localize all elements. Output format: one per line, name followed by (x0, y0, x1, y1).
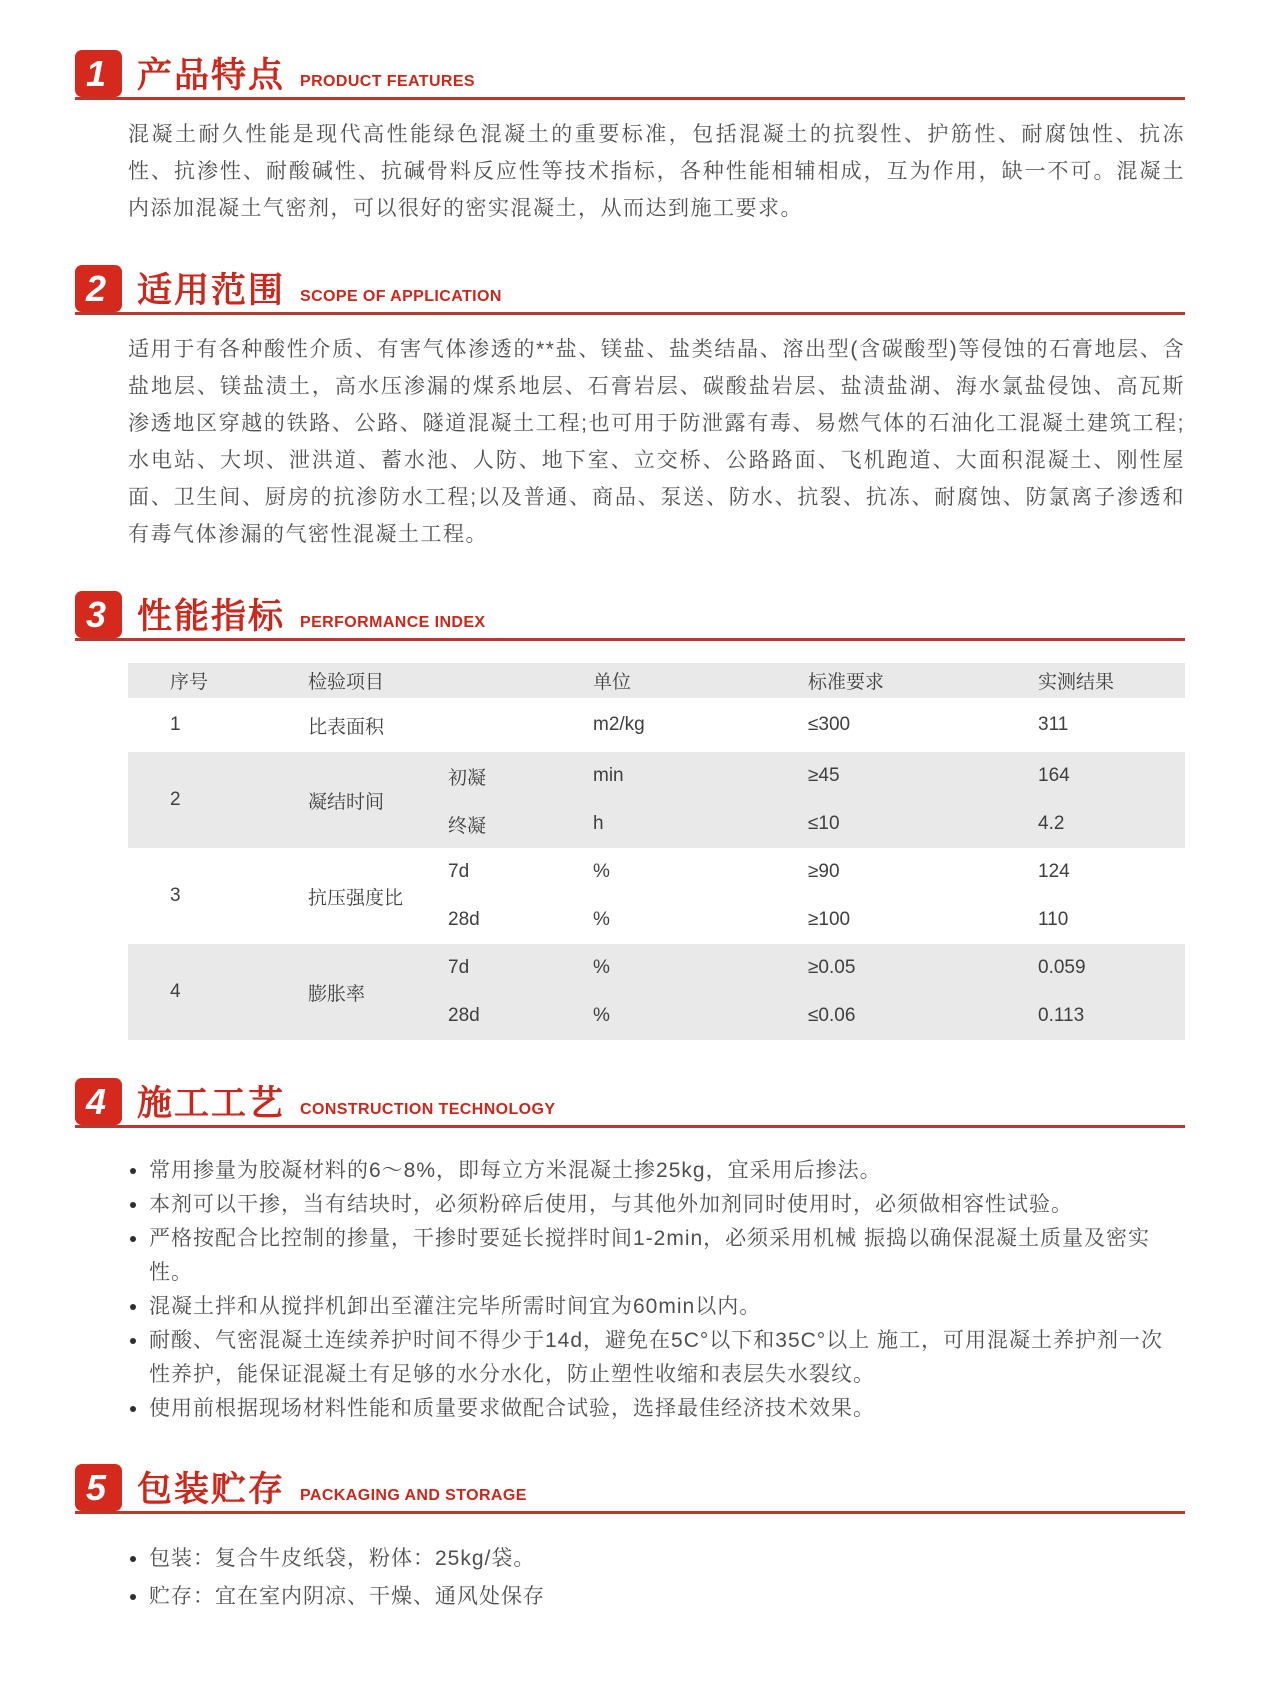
bullet-icon (130, 1304, 136, 1310)
section-header (75, 1464, 1185, 1514)
section-header (75, 50, 1185, 100)
cell-standard: ≥0.05 (808, 957, 856, 978)
cell-result: 0.059 (1038, 957, 1086, 978)
features-paragraph: 混凝土耐久性能是现代高性能绿色混凝土的重要标准，包括混凝土的抗裂性、护筋性、耐腐蚀性、抗冻性、抗渗性、耐酸碱性、抗碱骨料反应性等技术指标，各种性能相辅相成，互为作用，缺一不可。混凝土内添加混凝土气密剂，可以很好的密实混凝土，从而达到施工要求。 (128, 123, 1185, 220)
cell-standard: ≥45 (808, 765, 840, 786)
section-title: 施工工艺 (137, 1084, 286, 1123)
packaging-bullet-list (130, 1540, 1185, 1616)
section-header (75, 265, 1185, 315)
list-item-text: 耐酸、气密混凝土连续养护时间不得少于14d，避免在5C°以下和35C°以上 施工，可用混凝土养护剂一次性养护，能保证混凝土有足够的水分水化，防止塑性收缩和表层失水裂纹。 (149, 1329, 1164, 1386)
table-row (128, 698, 1185, 752)
cell-subitem: 终凝 (448, 815, 487, 837)
section-title: 适用范围 (137, 271, 286, 310)
cell-subitem: 28d (448, 1005, 480, 1026)
section-subtitle: SCOPE OF APPLICATION (300, 288, 502, 305)
list-item-text: 贮存：宜在室内阴凉、干燥、通风处保存 (149, 1585, 545, 1608)
performance-table (128, 663, 1185, 1040)
section-performance-index (75, 591, 1185, 1040)
cell-unit: m2/kg (593, 714, 645, 735)
table-row (128, 752, 1185, 800)
list-item-text: 包装：复合牛皮纸袋，粉体：25kg/袋。 (149, 1547, 536, 1570)
section-subtitle: PRODUCT FEATURES (300, 73, 476, 90)
cell-result: 110 (1038, 909, 1069, 930)
section-number-badge: 4 (75, 1078, 122, 1125)
cell-unit: % (593, 861, 610, 882)
cell-subitem: 28d (448, 909, 480, 930)
section-subtitle: PACKAGING AND STORAGE (300, 1487, 527, 1504)
cell-unit: % (593, 1005, 610, 1026)
cell-subitem: 7d (448, 957, 470, 978)
list-item (130, 1154, 1185, 1188)
col-header-standard: 标准要求 (808, 672, 885, 693)
cell-result: 311 (1038, 714, 1069, 735)
bullet-icon (130, 1594, 136, 1600)
col-header-no: 序号 (170, 672, 209, 693)
cell-item: 凝结时间 (308, 791, 385, 813)
cell-result: 0.113 (1038, 1005, 1085, 1026)
section-subtitle: CONSTRUCTION TECHNOLOGY (300, 1101, 556, 1118)
cell-unit: h (593, 813, 604, 834)
cell-item: 抗压强度比 (308, 887, 404, 909)
cell-standard: ≤10 (808, 813, 840, 834)
section-packaging-and-storage (75, 1464, 1185, 1616)
section-title: 包装贮存 (137, 1470, 286, 1509)
cell-no: 2 (170, 789, 181, 810)
section-number-badge: 2 (75, 265, 122, 312)
section-number-badge: 3 (75, 591, 122, 638)
list-item-text: 混凝土拌和从搅拌机卸出至灌注完毕所需时间宜为60min以内。 (149, 1295, 762, 1318)
cell-standard: ≥100 (808, 909, 851, 930)
section-number-badge: 5 (75, 1464, 122, 1511)
table-row (128, 944, 1185, 992)
list-item (130, 1324, 1185, 1392)
col-header-result: 实测结果 (1038, 672, 1115, 693)
cell-result: 4.2 (1038, 813, 1065, 834)
section-construction-technology (75, 1078, 1185, 1426)
list-item-text: 严格按配合比控制的掺量，干掺时要延长搅拌时间1-2min，必须采用机械 振捣以确保混凝土质量及密实性。 (149, 1227, 1151, 1284)
bullet-icon (130, 1236, 136, 1242)
cell-item: 比表面积 (308, 716, 385, 738)
section-header (75, 591, 1185, 641)
cell-unit: % (593, 909, 610, 930)
col-header-item: 检验项目 (308, 672, 385, 693)
section-header (75, 1078, 1185, 1128)
list-item (130, 1578, 1185, 1616)
cell-standard: ≥90 (808, 861, 840, 882)
cell-result: 164 (1038, 765, 1070, 786)
list-item (130, 1540, 1185, 1578)
list-item-text: 本剂可以干掺，当有结块时，必须粉碎后使用，与其他外加剂同时使用时，必须做相容性试验。 (149, 1193, 1073, 1216)
list-item-text: 常用掺量为胶凝材料的6～8%，即每立方米混凝土掺25kg，宜采用后掺法。 (149, 1159, 882, 1182)
list-item (130, 1290, 1185, 1324)
section-scope-of-application (75, 265, 1185, 553)
cell-unit: % (593, 957, 610, 978)
col-header-unit: 单位 (593, 672, 632, 693)
cell-standard: ≤300 (808, 714, 851, 735)
cell-subitem: 7d (448, 861, 470, 882)
section-subtitle: PERFORMANCE INDEX (300, 614, 486, 631)
bullet-icon (130, 1338, 136, 1344)
cell-no: 4 (170, 981, 181, 1002)
cell-item: 膨胀率 (308, 983, 366, 1005)
bullet-icon (130, 1168, 136, 1174)
list-item-text: 使用前根据现场材料性能和质量要求做配合试验，选择最佳经济技术效果。 (149, 1397, 875, 1420)
cell-no: 3 (170, 885, 181, 906)
list-item (130, 1222, 1185, 1290)
table-row (128, 848, 1185, 896)
bullet-icon (130, 1202, 136, 1208)
bullet-icon (130, 1556, 136, 1562)
cell-standard: ≤0.06 (808, 1005, 856, 1026)
cell-result: 124 (1038, 861, 1070, 882)
list-item (130, 1392, 1185, 1426)
construction-bullet-list (130, 1154, 1185, 1426)
list-item (130, 1188, 1185, 1222)
cell-no: 1 (170, 714, 181, 735)
section-title: 性能指标 (137, 597, 286, 636)
section-title: 产品特点 (137, 56, 286, 95)
section-product-features (75, 50, 1185, 227)
scope-paragraph: 适用于有各种酸性介质、有害气体渗透的**盐、镁盐、盐类结晶、溶出型(含碳酸型)等侵蚀的石膏地层、含盐地层、镁盐渍土，高水压渗漏的煤系地层、石膏岩层、碳酸盐岩层、盐渍盐湖、海水氯盐侵蚀、高瓦斯渗透地区穿越的铁路、公路、隧道混凝土工程;也可用于防泄露有毒、易燃气体的石油化工混凝土建筑工程;水电站、大坝、泄洪道、蓄水池、人防、地下室、立交桥、公路路面、飞机跑道、大面积混凝土、刚性屋面、卫生间、厨房的抗渗防水工程;以及普通、商品、泵送、防水、抗裂、抗冻、耐腐蚀、防氯离子渗透和有毒气体渗漏的气密性混凝土工程。 (128, 338, 1185, 546)
cell-unit: min (593, 765, 624, 786)
section-number-badge: 1 (75, 50, 122, 97)
table-header-row (128, 663, 1185, 698)
cell-subitem: 初凝 (448, 767, 487, 789)
bullet-icon (130, 1406, 136, 1412)
